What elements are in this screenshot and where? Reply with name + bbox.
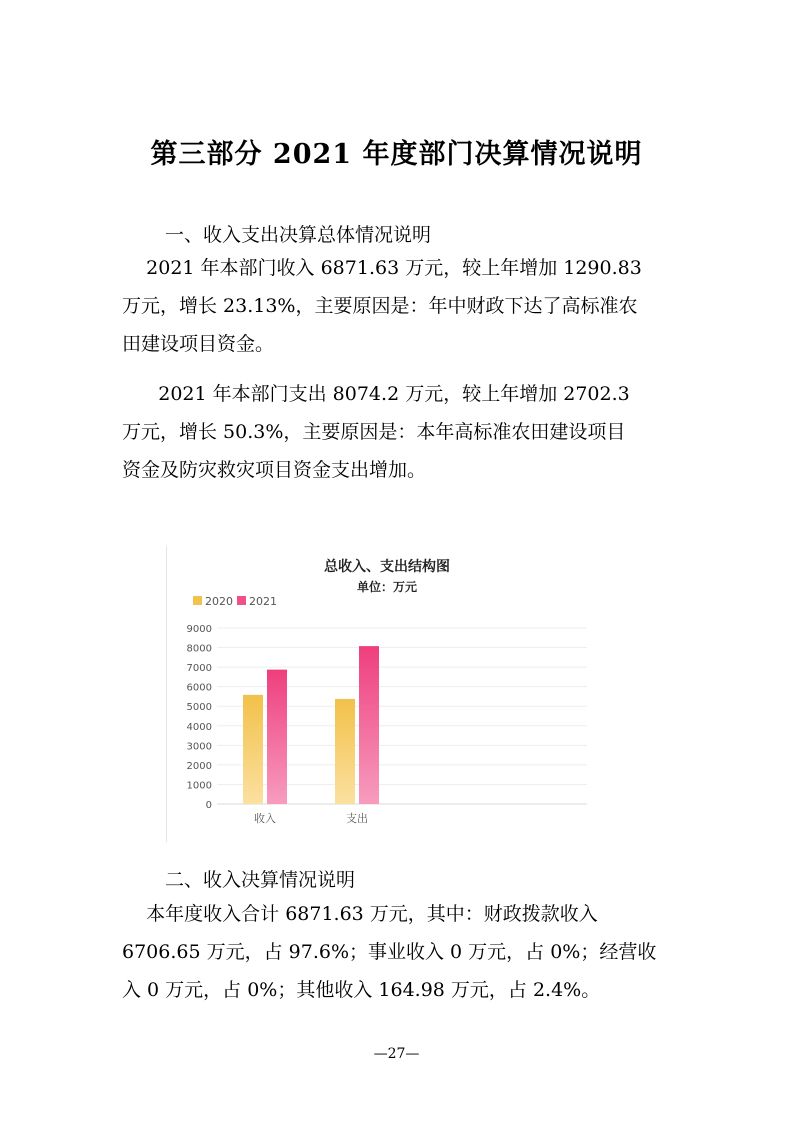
paragraph-line: 田建设项目资金。 bbox=[122, 333, 275, 355]
legend-swatch-2020 bbox=[193, 596, 202, 605]
legend-swatch-2021 bbox=[237, 596, 246, 605]
y-tick-label: 5000 bbox=[186, 702, 212, 714]
paragraph-line: 6706.65 万元，占 97.6%；事业收入 0 万元，占 0%；经营收 bbox=[122, 941, 657, 963]
chart-subtitle: 单位：万元 bbox=[356, 580, 417, 594]
section1-heading: 一、收入支出决算总体情况说明 bbox=[165, 224, 432, 246]
page-title: 第三部分 2021 年度部门决算情况说明 bbox=[150, 139, 643, 170]
page-number: —27— bbox=[373, 1046, 420, 1062]
bar-收入-2020 bbox=[243, 695, 263, 804]
y-tick-label: 0 bbox=[205, 800, 212, 811]
y-tick-label: 1000 bbox=[186, 780, 212, 792]
bar-收入-2021 bbox=[267, 670, 287, 804]
paragraph-line: 万元，增长 23.13%，主要原因是：年中财政下达了高标准农 bbox=[122, 295, 638, 317]
y-tick-label: 7000 bbox=[186, 663, 212, 675]
bar-支出-2020 bbox=[335, 699, 355, 804]
bar-支出-2021 bbox=[359, 646, 379, 804]
section1-paragraph-2 bbox=[122, 375, 682, 489]
income-expense-chart bbox=[166, 546, 607, 842]
x-tick-label: 收入 bbox=[254, 812, 276, 825]
paragraph-line: 本年度收入合计 6871.63 万元，其中：财政拨款收入 bbox=[122, 903, 598, 925]
y-tick-label: 4000 bbox=[186, 721, 212, 733]
y-tick-label: 3000 bbox=[186, 741, 212, 753]
section2-paragraph bbox=[122, 895, 682, 1009]
paragraph-line: 万元，增长 50.3%，主要原因是：本年高标准农田建设项目 bbox=[122, 421, 626, 443]
y-tick-label: 6000 bbox=[186, 682, 212, 694]
x-tick-label: 支出 bbox=[346, 812, 368, 825]
section2-heading: 二、收入决算情况说明 bbox=[165, 869, 356, 891]
y-tick-label: 8000 bbox=[186, 643, 212, 655]
section1-paragraph-1 bbox=[122, 249, 682, 363]
y-tick-label: 9000 bbox=[186, 624, 212, 635]
legend-label-2021: 2021 bbox=[249, 595, 277, 608]
chart-title: 总收入、支出结构图 bbox=[324, 559, 450, 575]
chart-svg bbox=[167, 546, 607, 842]
legend-label-2020: 2020 bbox=[205, 595, 233, 608]
paragraph-line: 入 0 万元，占 0%；其他收入 164.98 万元，占 2.4%。 bbox=[122, 979, 601, 1001]
paragraph-line: 2021 年本部门支出 8074.2 万元，较上年增加 2702.3 bbox=[122, 383, 630, 405]
y-tick-label: 2000 bbox=[186, 760, 212, 772]
paragraph-line: 资金及防灾救灾项目资金支出增加。 bbox=[122, 459, 427, 481]
paragraph-line: 2021 年本部门收入 6871.63 万元，较上年增加 1290.83 bbox=[122, 257, 642, 279]
